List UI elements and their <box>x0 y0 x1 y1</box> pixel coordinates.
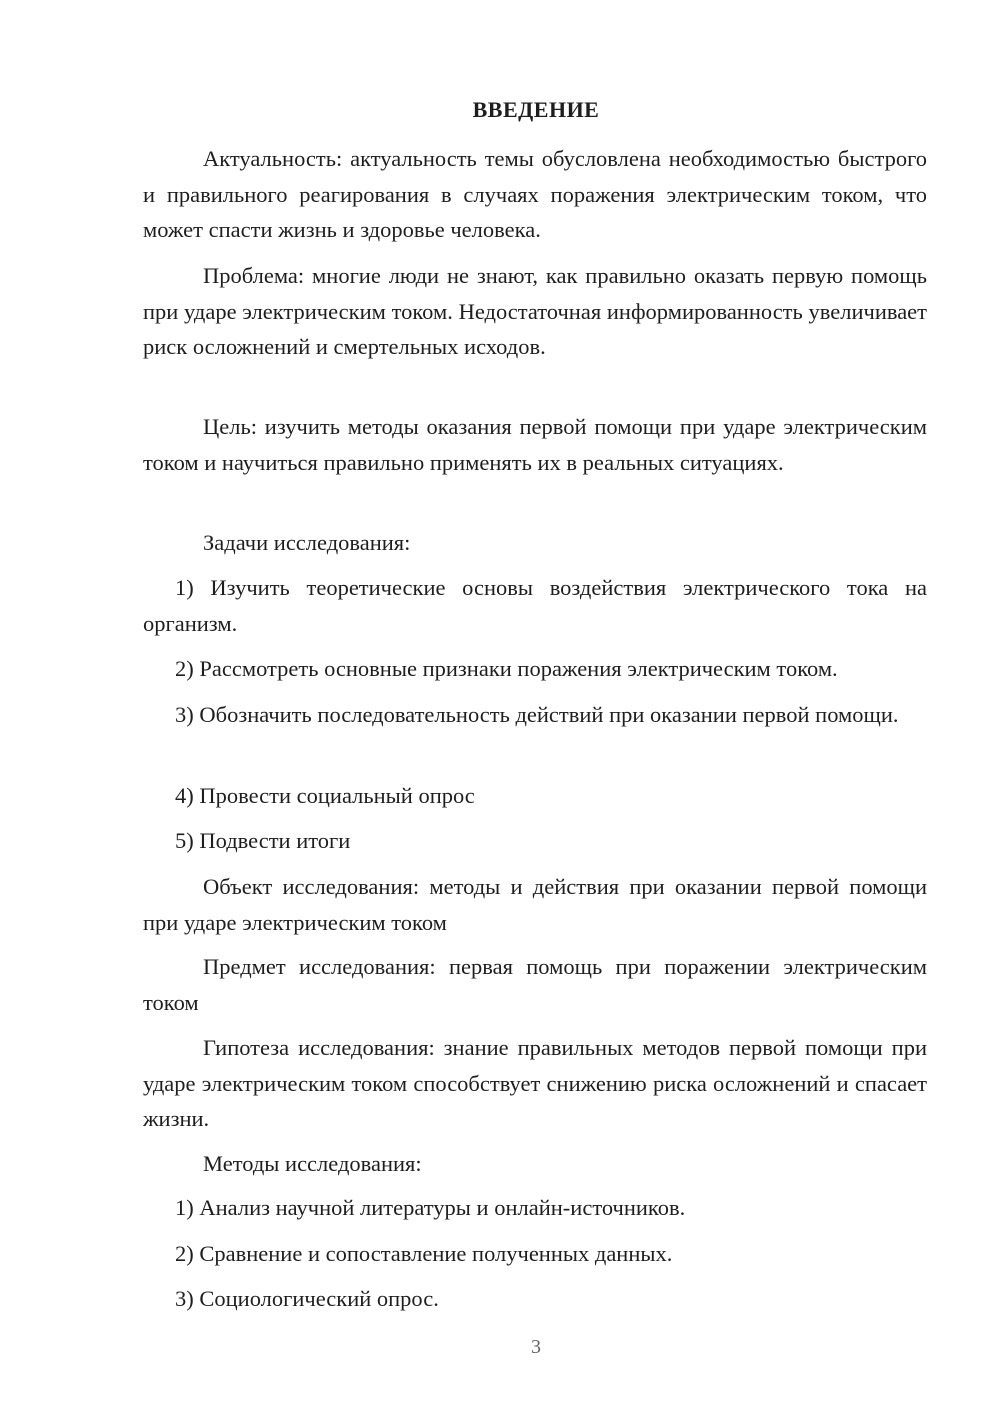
task-item: 2) Рассмотреть основные признаки поражения электрическим током. <box>175 656 838 681</box>
object-paragraph: Объект исследования: методы и действия при оказании первой помощи при ударе электрическим током <box>143 874 927 935</box>
subject-paragraph: Предмет исследования: первая помощь при поражении электрическим током <box>143 954 927 1015</box>
relevance-paragraph: Актуальность: актуальность темы обусловлена необходимостью быстрого и правильного реагирования в случаях поражения электрическим током, что может спасти жизнь и здоровье человека. <box>143 146 927 242</box>
problem-paragraph: Проблема: многие люди не знают, как правильно оказать первую помощь при ударе электрическим током. Недостаточная информированность увеличивает риск осложнений и смертельных исходов. <box>143 263 927 359</box>
method-item: 2) Сравнение и сопоставление полученных данных. <box>175 1241 673 1266</box>
tasks-heading: Задачи исследования: <box>203 530 411 555</box>
method-item: 1) Анализ научной литературы и онлайн-источников. <box>175 1195 686 1220</box>
task-item: 5) Подвести итоги <box>175 828 351 853</box>
goal-paragraph: Цель: изучить методы оказания первой помощи при ударе электрическим током и научиться правильно применять их в реальных ситуациях. <box>143 414 927 475</box>
task-item: 4) Провести социальный опрос <box>175 783 475 808</box>
hypothesis-paragraph: Гипотеза исследования: знание правильных методов первой помощи при ударе электрическим током способствует снижению риска осложнений и спасает жизни. <box>143 1035 927 1131</box>
page-title: ВВЕДЕНИЕ <box>472 97 600 122</box>
method-item: 3) Социологический опрос. <box>175 1286 439 1311</box>
page-number: 3 <box>531 1336 541 1358</box>
task-item: 3) Обозначить последовательность действий при оказании первой помощи. <box>175 702 899 727</box>
methods-heading: Методы исследования: <box>203 1151 422 1176</box>
task-item: 1) Изучить теоретические основы воздействия электрического тока на организм. <box>143 575 927 636</box>
